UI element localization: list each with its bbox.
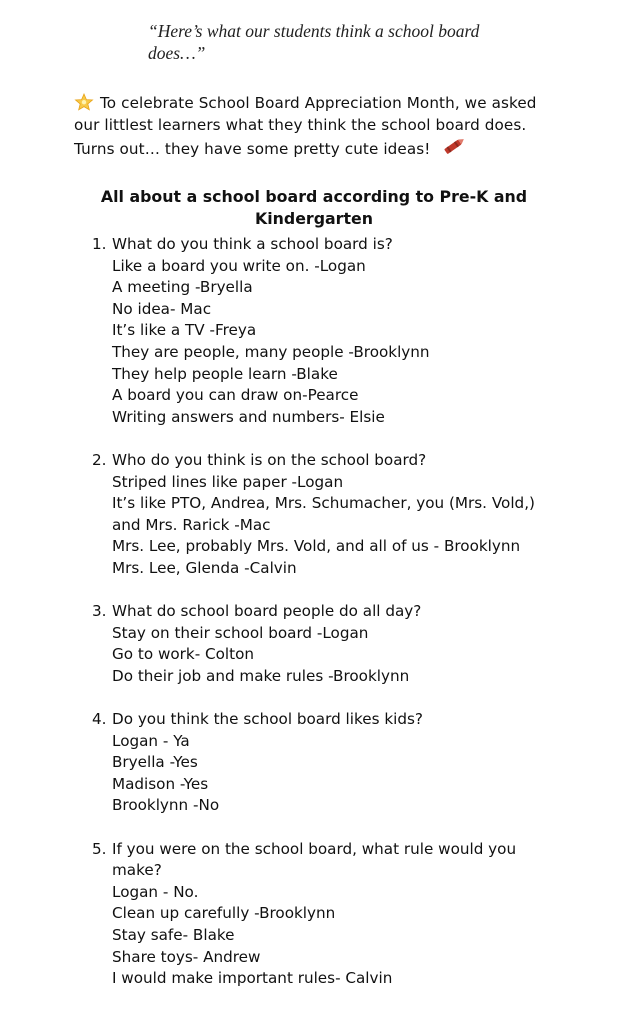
question-header xyxy=(92,709,552,731)
section-heading: All about a school board according to Pre-K and Kindergarten xyxy=(100,187,528,228)
question-text: Do you think the school board likes kids? xyxy=(112,710,423,729)
answer-item: Writing answers and numbers- Elsie xyxy=(112,407,385,426)
question-header xyxy=(92,234,552,256)
answer-item: Go to work- Colton xyxy=(112,645,255,664)
question-text: If you were on the school board, what rule would you make? xyxy=(112,839,517,880)
question-number: 3. xyxy=(92,602,107,621)
answer-item: Logan - Ya xyxy=(112,731,190,750)
crayon-icon xyxy=(440,136,468,156)
answer-item: Stay on their school board -Logan xyxy=(112,623,369,642)
answer-item: A board you can draw on-Pearce xyxy=(112,386,359,405)
glowing-star-icon xyxy=(74,93,94,111)
answer-list xyxy=(92,731,552,817)
answer-item: I would make important rules- Calvin xyxy=(112,969,393,988)
question-number: 1. xyxy=(92,235,107,253)
answer-item: They help people learn -Blake xyxy=(112,364,338,383)
answer-item: No idea- Mac xyxy=(112,299,212,318)
answer-list xyxy=(92,472,552,580)
question-text: Who do you think is on the school board? xyxy=(112,450,427,469)
question-text: What do you think a school board is? xyxy=(112,235,393,253)
question-header xyxy=(92,450,552,472)
question-header xyxy=(92,601,552,623)
answer-item: It’s like PTO, Andrea, Mrs. Schumacher, you (Mrs. Vold,) and Mrs. Rarick -Mac xyxy=(112,494,535,534)
question-number: 5. xyxy=(92,839,107,858)
answer-list xyxy=(92,256,552,429)
answer-item: Share toys- Andrew xyxy=(112,947,261,966)
intro-text: To celebrate School Board Appreciation Month, we asked our littlest learners what they think the school board does. Turns out… they have some pretty cute ideas! xyxy=(74,94,537,158)
answer-item: A meeting -Bryella xyxy=(112,278,253,297)
answer-item: Stay safe- Blake xyxy=(112,926,235,944)
question-item xyxy=(92,709,552,817)
answer-item: Do their job and make rules -Brooklynn xyxy=(112,666,410,685)
answer-item: Brooklynn -No xyxy=(112,796,220,815)
answer-list xyxy=(92,882,552,990)
question-text: What do school board people do all day? xyxy=(112,602,422,621)
question-number: 4. xyxy=(92,710,107,729)
question-header xyxy=(92,839,552,882)
question-number: 2. xyxy=(92,450,107,469)
answer-list xyxy=(92,623,552,688)
answer-item: They are people, many people -Brooklynn xyxy=(112,342,430,361)
intro-paragraph xyxy=(74,92,554,160)
question-item xyxy=(92,601,552,687)
question-item xyxy=(92,234,552,428)
answer-item: Logan - No. xyxy=(112,882,199,901)
question-list xyxy=(92,234,552,1011)
answer-item: Mrs. Lee, probably Mrs. Vold, and all of us - Brooklynn xyxy=(112,537,521,556)
answer-item: Bryella -Yes xyxy=(112,753,198,772)
answer-item: Striped lines like paper -Logan xyxy=(112,472,344,491)
question-item xyxy=(92,839,552,990)
answer-item: Like a board you write on. -Logan xyxy=(112,256,366,275)
answer-item: Clean up carefully -Brooklynn xyxy=(112,904,336,923)
answer-item: Mrs. Lee, Glenda -Calvin xyxy=(112,558,297,577)
question-item xyxy=(92,450,552,580)
quote-caption: “Here’s what our students think a school board does…” xyxy=(148,21,480,63)
answer-item: It’s like a TV -Freya xyxy=(112,321,257,340)
answer-item: Madison -Yes xyxy=(112,774,209,793)
